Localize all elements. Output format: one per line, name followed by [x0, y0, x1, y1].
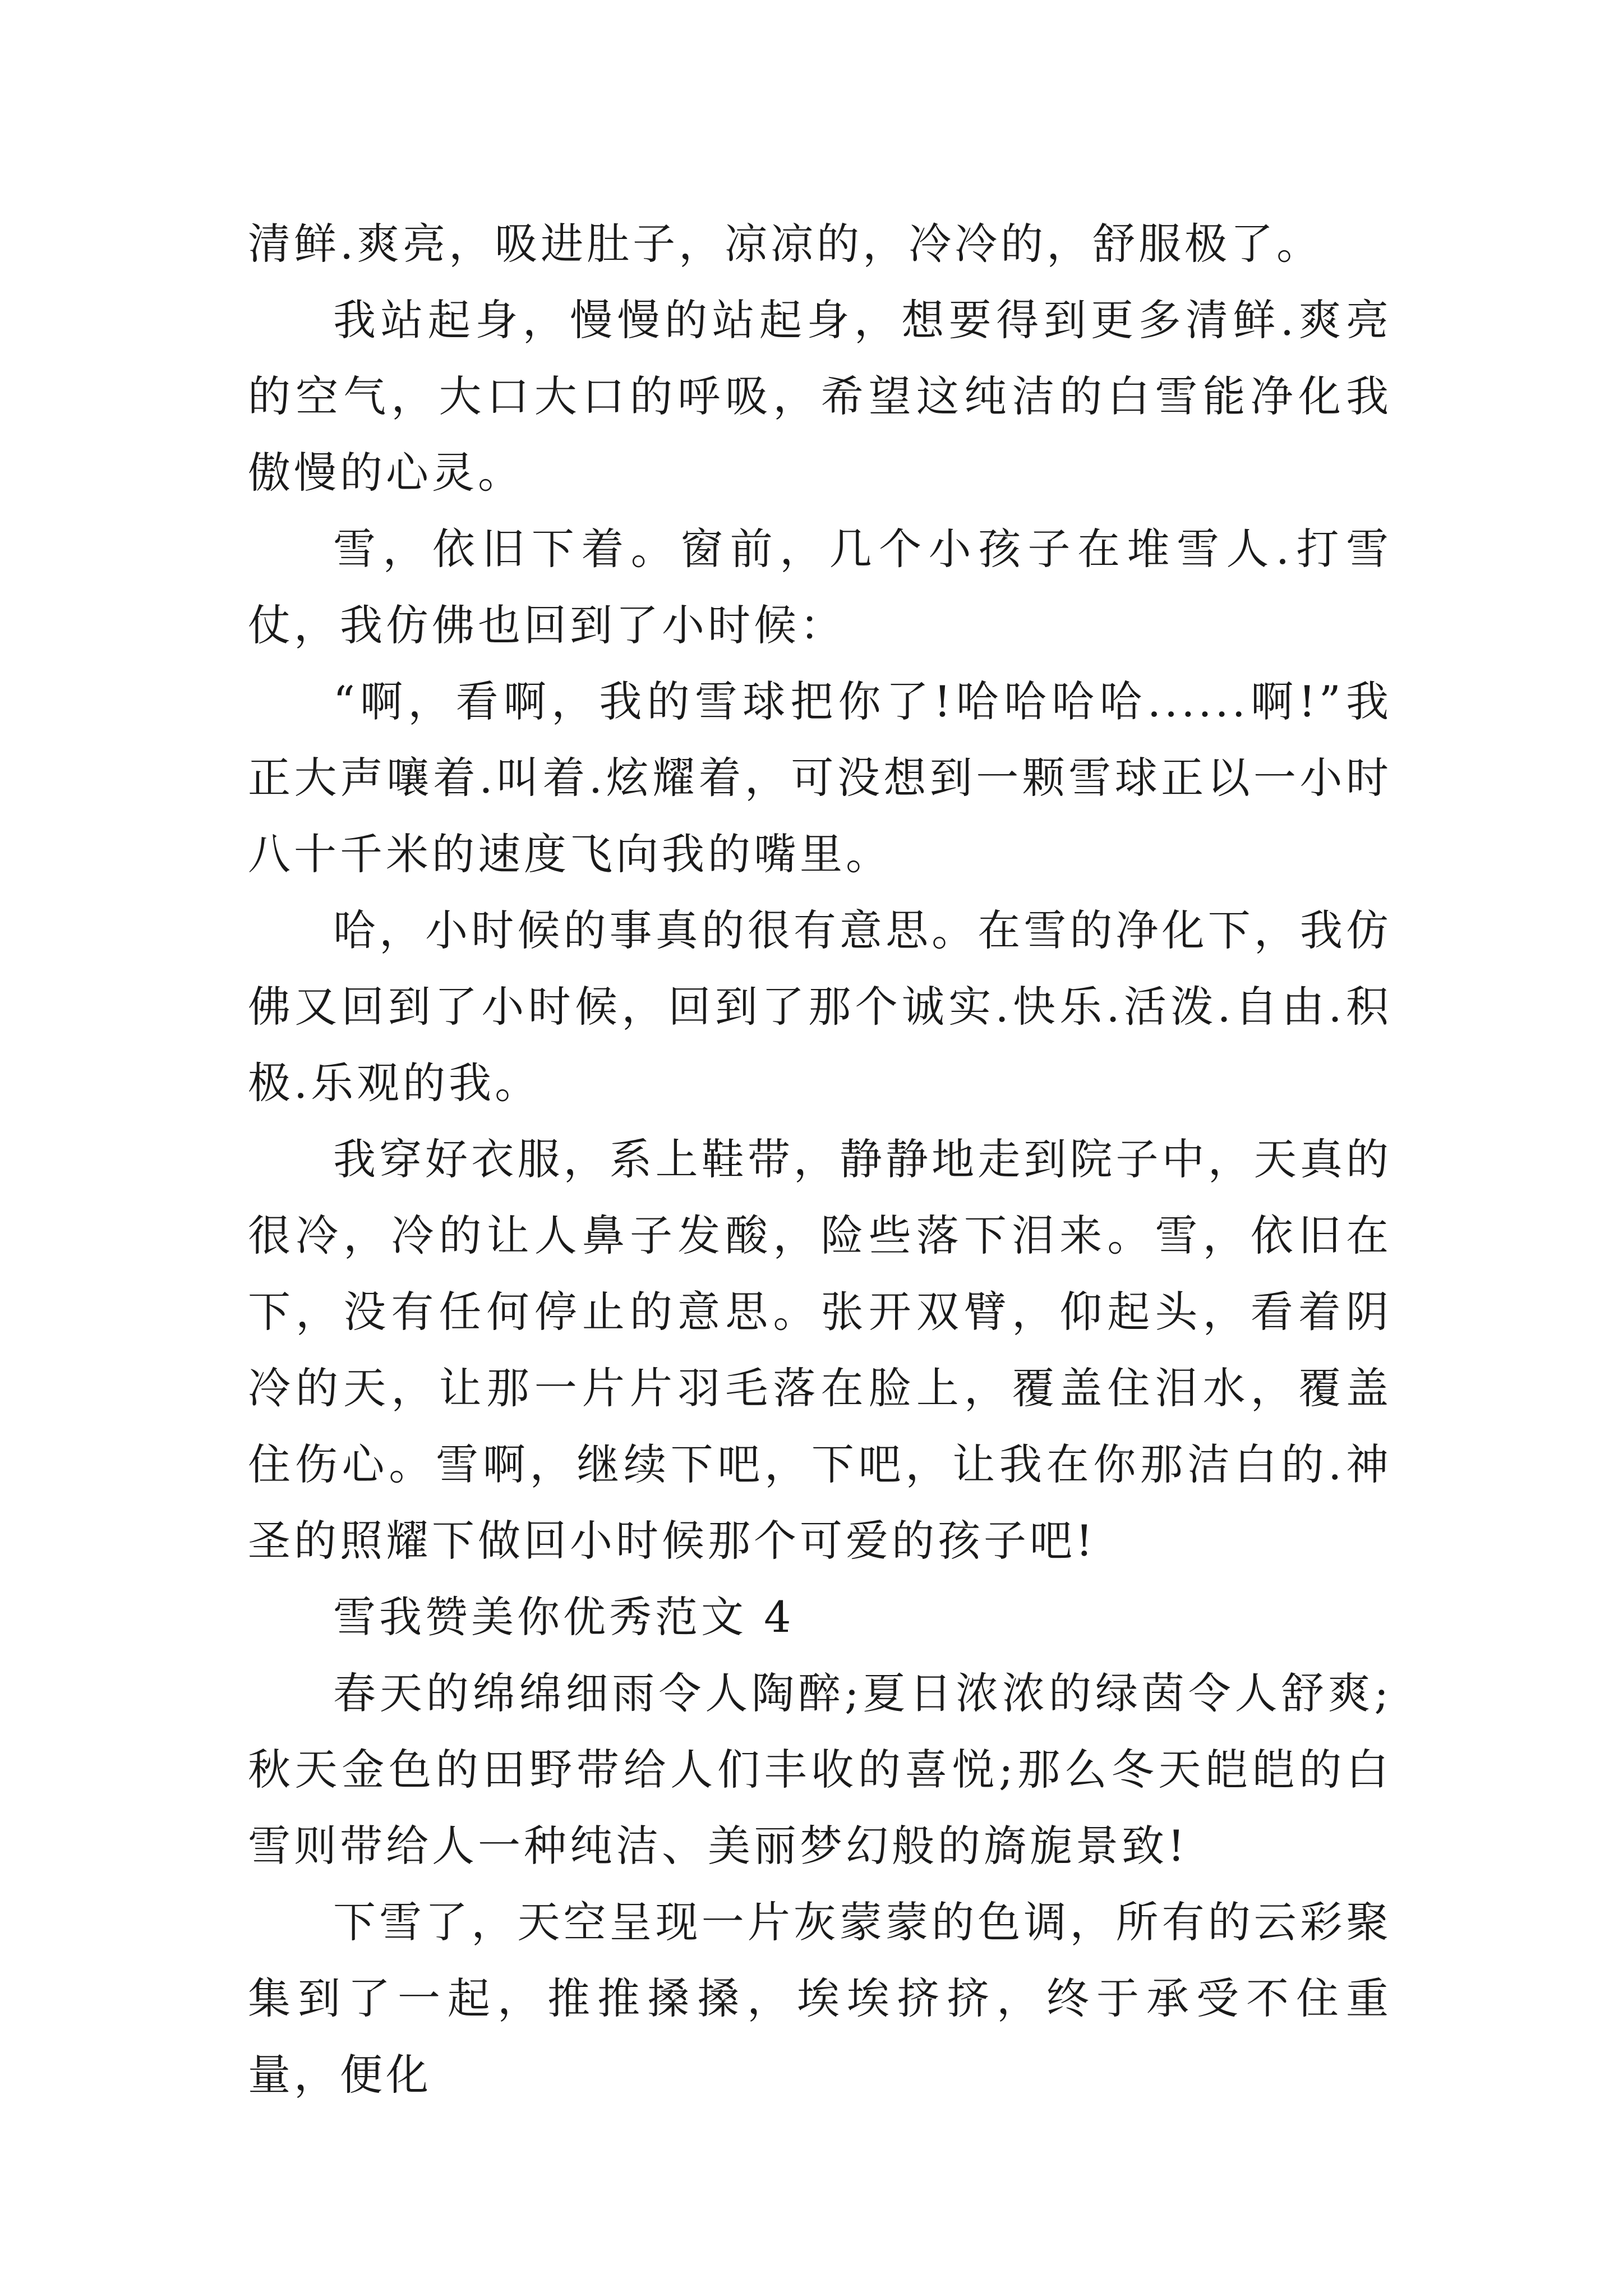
paragraph-4: “啊，看啊，我的雪球把你了!哈哈哈哈......啊!”我正大声嚷着.叫着.炫耀着，可没想到一颗雪球正以一小时八十千米的速度飞向我的嘴里。: [248, 677, 1392, 879]
paragraph-2: 我站起身，慢慢的站起身，想要得到更多清鲜.爽亮的空气，大口大口的呼吸，希望这纯洁的白雪能净化我傲慢的心灵。: [248, 295, 1392, 498]
document-body: [248, 206, 1392, 2113]
paragraph-8: 下雪了，天空呈现一片灰蒙蒙的色调，所有的云彩聚集到了一起，推推搡搡，埃埃挤挤，终于承受不住重量，便化: [248, 1897, 1392, 2100]
paragraph-1: 清鲜.爽亮，吸进肚子，凉凉的，冷冷的，舒服极了。: [248, 219, 1323, 269]
paragraph-3: 雪，依旧下着。窗前，几个小孩子在堆雪人.打雪仗，我仿佛也回到了小时候：: [248, 524, 1392, 650]
paragraph-7: 春天的绵绵细雨令人陶醉;夏日浓浓的绿茵令人舒爽;秋天金色的田野带给人们丰收的喜悦;那么冬天皑皑的白雪则带给人一种纯洁、美丽梦幻般的旖旎景致!: [248, 1668, 1392, 1871]
paragraph-6: 我穿好衣服，系上鞋带，静静地走到院子中，天真的很冷，冷的让人鼻子发酸，险些落下泪来。雪，依旧在下，没有任何停止的意思。张开双臂，仰起头，看着阴冷的天，让那一片片羽毛落在脸上，覆盖住泪水，覆盖住伤心。雪啊，继续下吧，下吧，让我在你那洁白的.神圣的照耀下做回小时候那个可爱的孩子吧!: [248, 1134, 1392, 1566]
paragraph-5: 哈，小时候的事真的很有意思。在雪的净化下，我仿佛又回到了小时候，回到了那个诚实.快乐.活泼.自由.积极.乐观的我。: [248, 905, 1392, 1108]
section-heading: 雪我赞美你优秀范文 4: [333, 1592, 795, 1642]
